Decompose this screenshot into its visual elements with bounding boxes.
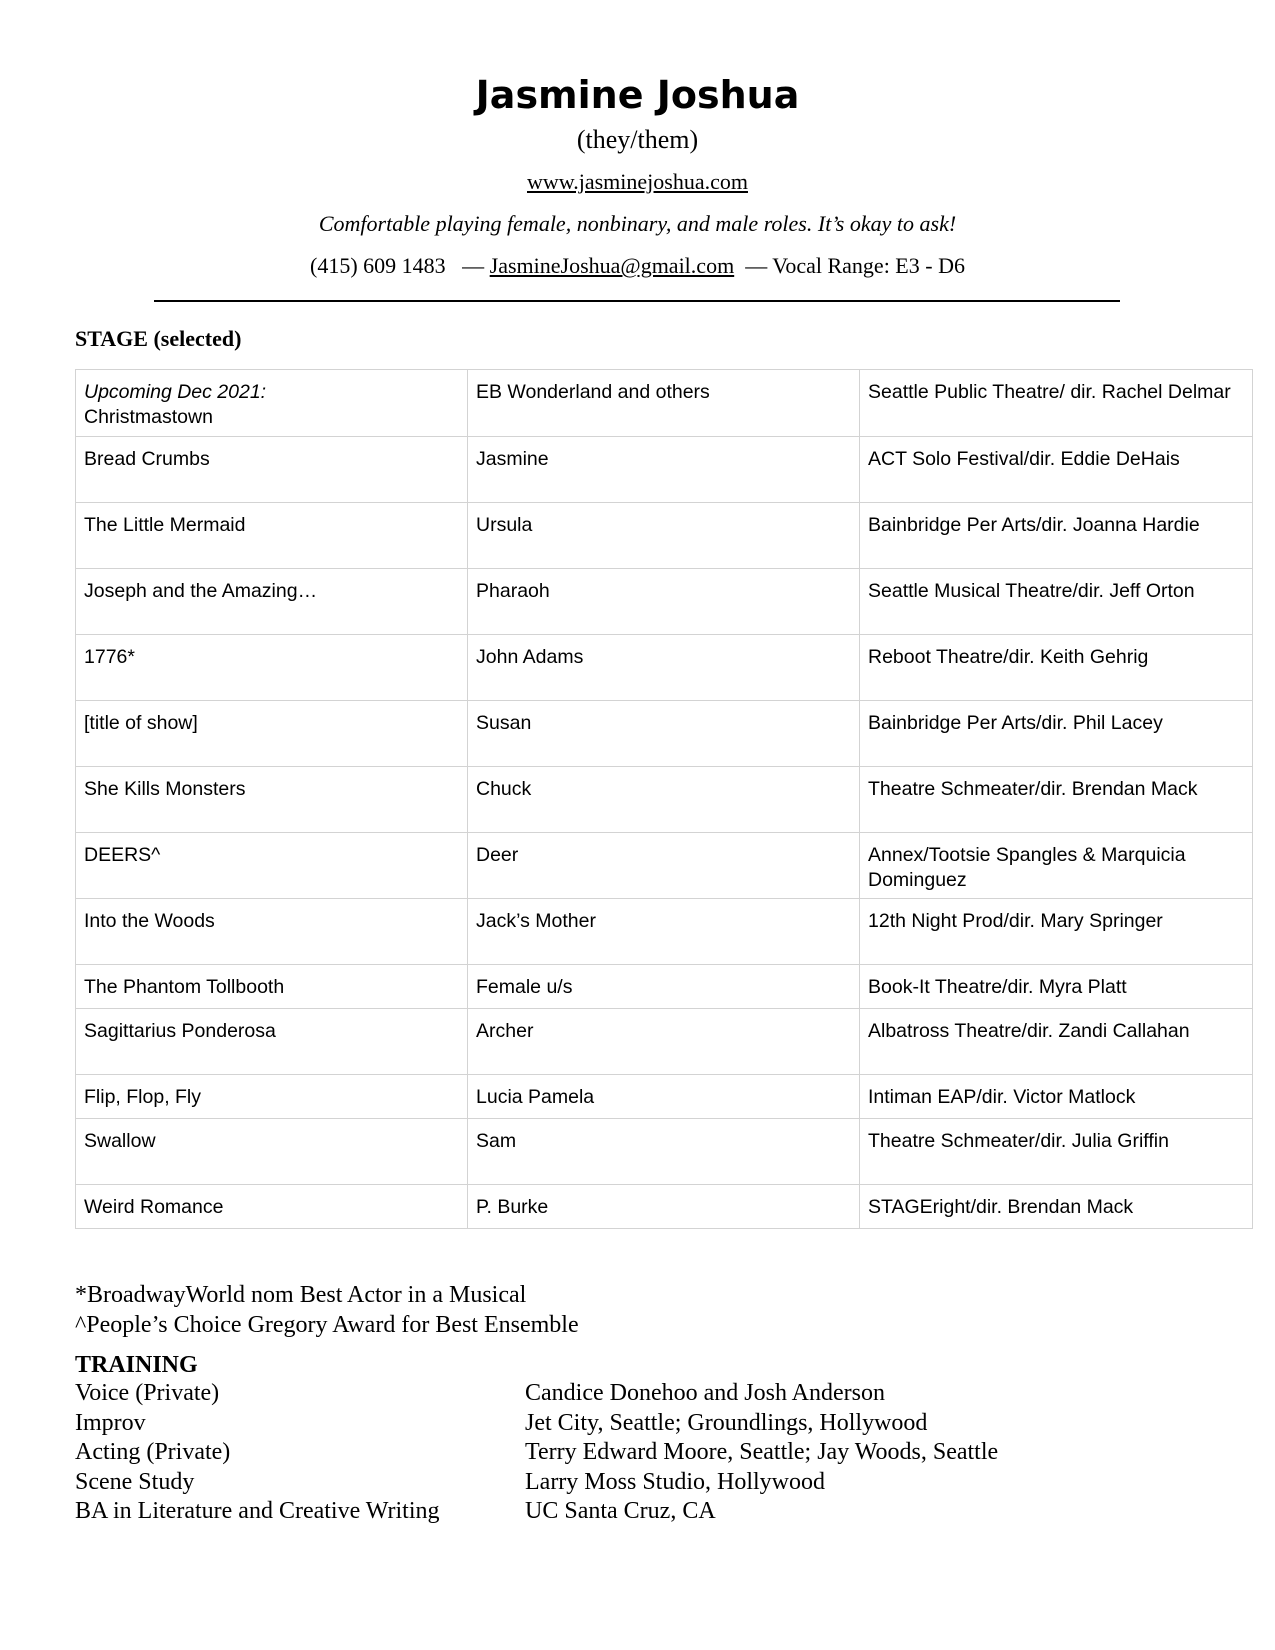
list-item	[75, 1468, 1175, 1498]
company-cell: Bainbridge Per Arts/dir. Phil Lacey	[860, 701, 1253, 767]
pronouns: (they/them)	[576, 125, 699, 154]
training-subject: Improv	[75, 1409, 146, 1436]
show-cell: [title of show]	[76, 701, 468, 767]
training-detail: Larry Moss Studio, Hollywood	[525, 1468, 825, 1495]
training-detail: Terry Edward Moore, Seattle; Jay Woods, Seattle	[525, 1439, 999, 1465]
role-cell: Deer	[468, 833, 860, 899]
table-row	[76, 370, 1253, 437]
company-cell: Theatre Schmeater/dir. Brendan Mack	[860, 767, 1253, 833]
stage-heading: STAGE (selected)	[75, 326, 242, 351]
show-cell: Flip, Flop, Fly	[76, 1075, 468, 1119]
tagline: Comfortable playing female, nonbinary, and male roles. It’s okay to ask!	[318, 211, 957, 236]
show-cell: Into the Woods	[76, 899, 468, 965]
vocal-range: Vocal Range: E3 - D6	[772, 253, 965, 278]
show-cell: The Little Mermaid	[76, 503, 468, 569]
table-row	[76, 503, 1253, 569]
table-row	[76, 1185, 1253, 1229]
role-cell: Pharaoh	[468, 569, 860, 635]
contact-line	[0, 252, 1275, 280]
footnotes	[75, 1280, 579, 1340]
company-cell: ACT Solo Festival/dir. Eddie DeHais	[860, 437, 1253, 503]
email-link[interactable]: JasmineJoshua@gmail.com	[489, 253, 735, 278]
table-row	[76, 1119, 1253, 1185]
footnote-caret: ^People’s Choice Gregory Award for Best Ensemble	[75, 1312, 579, 1338]
role-cell: EB Wonderland and others	[468, 370, 860, 437]
company-cell: Reboot Theatre/dir. Keith Gehrig	[860, 635, 1253, 701]
table-row	[76, 965, 1253, 1009]
table-row	[76, 1075, 1253, 1119]
phone: (415) 609 1483	[310, 253, 446, 278]
role-cell: John Adams	[468, 635, 860, 701]
role-cell: Archer	[468, 1009, 860, 1075]
table-row	[76, 569, 1253, 635]
table-row	[76, 701, 1253, 767]
footnote-asterisk: *BroadwayWorld nom Best Actor in a Musical	[75, 1282, 527, 1308]
training-detail: Jet City, Seattle; Groundlings, Hollywood	[525, 1409, 928, 1436]
show-cell	[76, 370, 468, 437]
role-cell: Female u/s	[468, 965, 860, 1009]
company-cell: Book-It Theatre/dir. Myra Platt	[860, 965, 1253, 1009]
training-list	[75, 1379, 1175, 1527]
table-row	[76, 833, 1253, 899]
training-heading: TRAINING	[75, 1352, 198, 1378]
show-cell: 1776*	[76, 635, 468, 701]
training-subject: Acting (Private)	[75, 1439, 231, 1465]
company-cell: Seattle Musical Theatre/dir. Jeff Orton	[860, 569, 1253, 635]
list-item	[75, 1379, 1175, 1409]
list-item	[75, 1438, 1175, 1468]
show-cell: Bread Crumbs	[76, 437, 468, 503]
role-cell: Jasmine	[468, 437, 860, 503]
table-row	[76, 899, 1253, 965]
company-cell: Theatre Schmeater/dir. Julia Griffin	[860, 1119, 1253, 1185]
show-cell: Weird Romance	[76, 1185, 468, 1229]
stage-credits-table	[75, 369, 1253, 1229]
website-link[interactable]: www.jasminejoshua.com	[527, 169, 748, 194]
role-cell: Sam	[468, 1119, 860, 1185]
training-subject: Voice (Private)	[75, 1380, 220, 1406]
show-cell: She Kills Monsters	[76, 767, 468, 833]
company-cell: Annex/Tootsie Spangles & Marquicia Dominguez	[860, 833, 1253, 899]
show-prefix: Upcoming Dec 2021:	[84, 381, 267, 403]
resume-name: Jasmine Joshua	[475, 73, 800, 117]
company-cell: Bainbridge Per Arts/dir. Joanna Hardie	[860, 503, 1253, 569]
role-cell: Lucia Pamela	[468, 1075, 860, 1119]
training-detail: UC Santa Cruz, CA	[525, 1498, 716, 1524]
website-line	[0, 168, 1275, 196]
show-cell: DEERS^	[76, 833, 468, 899]
separator-2: —	[745, 253, 768, 278]
training-detail: Candice Donehoo and Josh Anderson	[525, 1380, 885, 1406]
show-cell: The Phantom Tollbooth	[76, 965, 468, 1009]
show-cell: Joseph and the Amazing…	[76, 569, 468, 635]
role-cell: Jack’s Mother	[468, 899, 860, 965]
company-cell: Intiman EAP/dir. Victor Matlock	[860, 1075, 1253, 1119]
show-cell: Swallow	[76, 1119, 468, 1185]
table-row	[76, 437, 1253, 503]
header-divider	[154, 300, 1120, 302]
show-title: Christmastown	[84, 406, 213, 428]
role-cell: Ursula	[468, 503, 860, 569]
table-row	[76, 1009, 1253, 1075]
training-subject: BA in Literature and Creative Writing	[75, 1498, 440, 1524]
role-cell: Susan	[468, 701, 860, 767]
list-item	[75, 1497, 1175, 1527]
separator-1: —	[462, 253, 485, 278]
company-cell: Seattle Public Theatre/ dir. Rachel Delmar	[860, 370, 1253, 437]
role-cell: P. Burke	[468, 1185, 860, 1229]
show-cell: Sagittarius Ponderosa	[76, 1009, 468, 1075]
list-item	[75, 1409, 1175, 1439]
role-cell: Chuck	[468, 767, 860, 833]
company-cell: 12th Night Prod/dir. Mary Springer	[860, 899, 1253, 965]
table-row	[76, 767, 1253, 833]
training-subject: Scene Study	[75, 1468, 195, 1495]
company-cell: Albatross Theatre/dir. Zandi Callahan	[860, 1009, 1253, 1075]
company-cell: STAGEright/dir. Brendan Mack	[860, 1185, 1253, 1229]
table-row	[76, 635, 1253, 701]
